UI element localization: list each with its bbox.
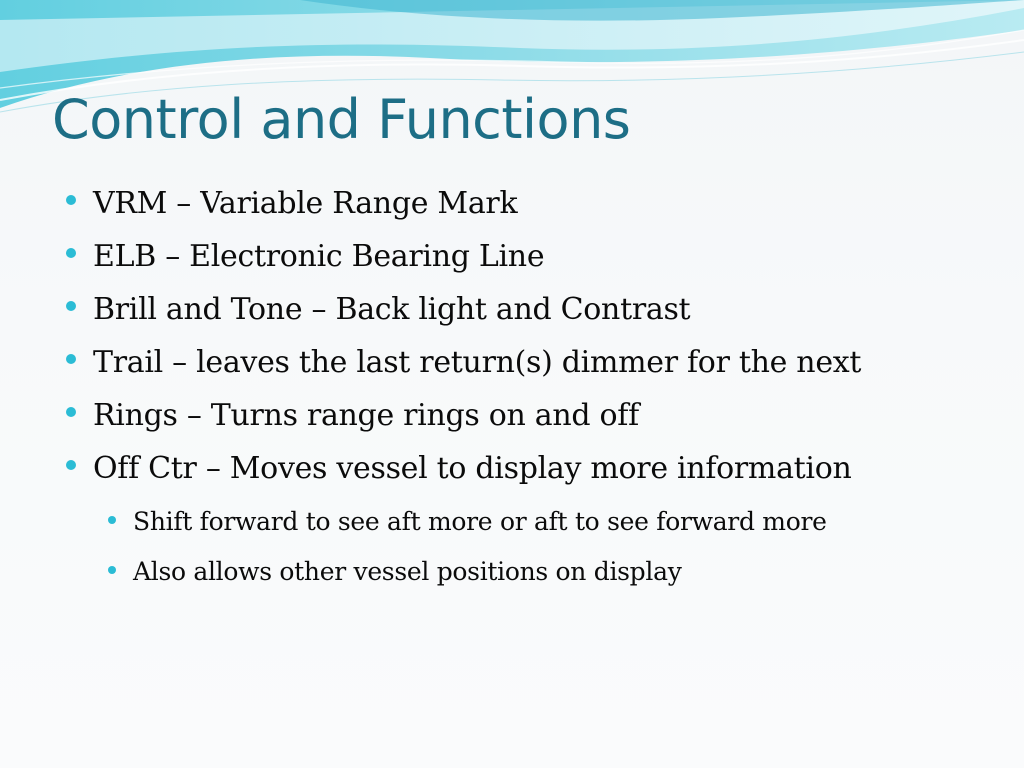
bullet-item <box>66 345 861 380</box>
slide-title: Control and Functions <box>52 88 631 151</box>
sub-bullet-item <box>108 507 827 536</box>
bullet-item <box>66 451 852 486</box>
bullet-text: ELB – Electronic Bearing Line <box>93 239 545 274</box>
sub-bullet-text: Shift forward to see aft more or aft to see forward more <box>133 507 827 536</box>
sub-bullet-item <box>108 557 682 586</box>
bullet-dot-icon <box>66 248 76 258</box>
bullet-text: Rings – Turns range rings on and off <box>93 398 639 433</box>
bullet-item <box>66 398 639 433</box>
bullet-dot-icon <box>66 460 76 470</box>
bullet-text: Trail – leaves the last return(s) dimmer for the next <box>93 345 862 380</box>
sub-bullet-text: Also allows other vessel positions on display <box>133 557 682 586</box>
bullet-text: VRM – Variable Range Mark <box>93 186 518 221</box>
bullet-dot-icon <box>66 301 76 311</box>
sub-bullet-dot-icon <box>108 516 116 524</box>
bullet-item <box>66 292 690 327</box>
bullet-item <box>66 186 517 221</box>
bullet-dot-icon <box>66 407 76 417</box>
sub-bullet-dot-icon <box>108 566 116 574</box>
bullet-dot-icon <box>66 195 76 205</box>
bullet-text: Brill and Tone – Back light and Contrast <box>93 292 691 327</box>
bullet-item <box>66 239 544 274</box>
bullet-dot-icon <box>66 354 76 364</box>
bullet-text: Off Ctr – Moves vessel to display more information <box>93 451 852 486</box>
